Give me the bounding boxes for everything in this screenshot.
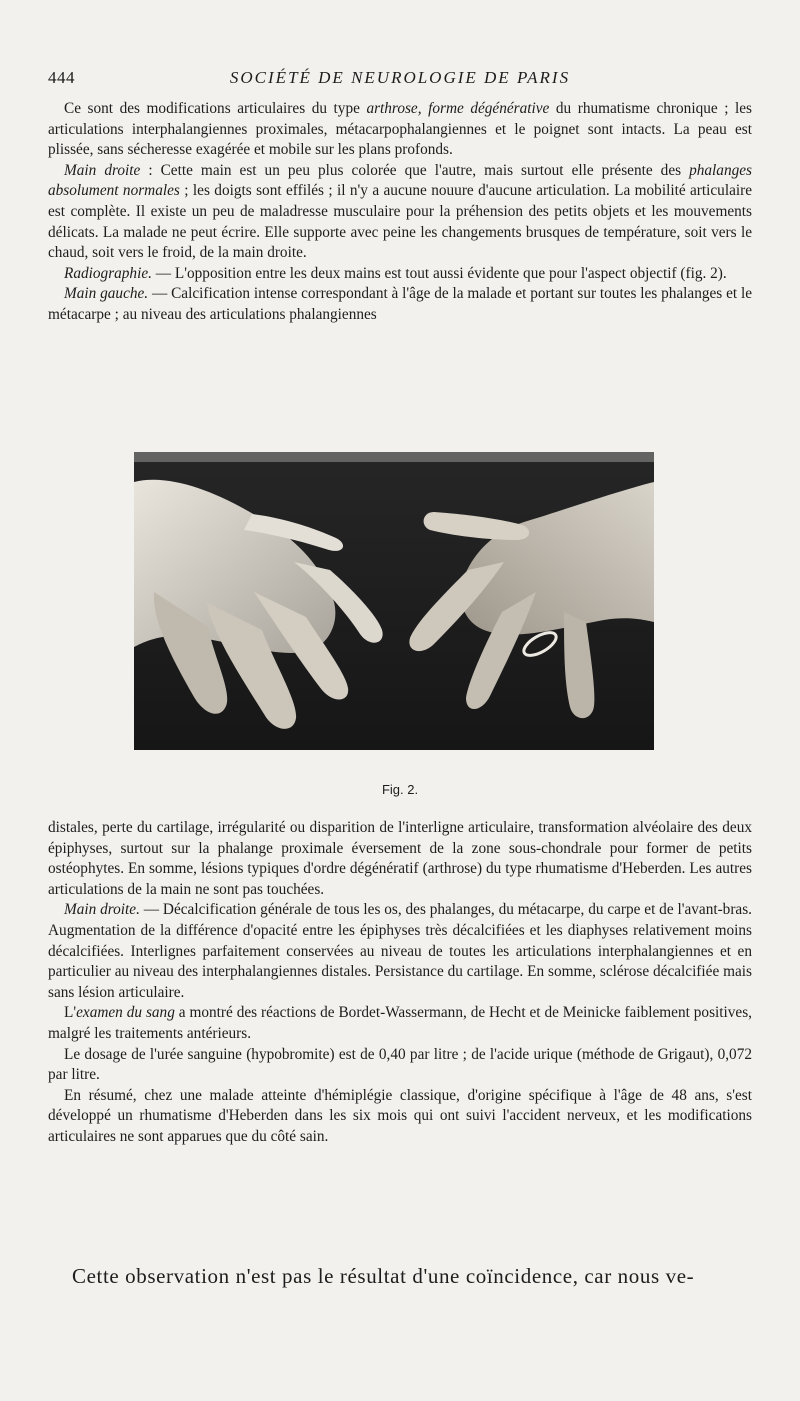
hands-photo-illustration <box>134 452 654 750</box>
text-segment: Le dosage de l'urée sanguine (hypobromite) est de 0,40 par litre ; de l'acide urique (méthode de Grigaut), 0,072 par litre. <box>48 1045 752 1084</box>
page-number: 444 <box>48 68 75 87</box>
paragraph <box>48 1086 752 1148</box>
paragraph <box>48 284 752 325</box>
text-segment: Ce sont des modifications articulaires du type <box>64 100 367 117</box>
paragraph <box>48 818 752 900</box>
text-segment: distales, perte du cartilage, irrégularité ou disparition de l'interligne articulaire, transformation alvéolaire des deux épiphyses, surtout sur la phalange proximale éversement de la zone sous-chondrale pour former de petits ostéophytes. En somme, lésions typiques d'ordre dégénératif (arthrose) du type rhumatisme d'Heberden. Les autres articulations de la main ne sont pas touchées. <box>48 819 752 898</box>
paragraph <box>48 1045 752 1086</box>
figure-hands-photograph <box>134 452 654 750</box>
italic-segment: phalanges absolument normales <box>48 161 752 200</box>
body-text-top <box>48 99 752 326</box>
paragraph <box>48 1003 752 1044</box>
text-segment: : Cette main est un peu plus colorée que l'autre, mais surtout elle présente des <box>140 161 690 179</box>
text-segment: — L'opposition entre les deux mains est tout aussi évidente que pour l'aspect objectif (fig. 2). <box>151 264 727 282</box>
italic-segment: examen du sang <box>76 1004 175 1022</box>
text-segment: — Calcification intense correspondant à l'âge de la malade et portant sur toutes les phalanges et le métacarpe ; au niveau des articulations phalangiennes <box>48 285 752 323</box>
text-segment: du rhumatisme chronique ; les articulations interphalangiennes proximales, métacarpophalangiennes et le poignet sont intacts. La peau est plissée, sans sécheresse exagérée et mobile sur les plans profonds. <box>48 100 753 159</box>
figure-caption: Fig. 2. <box>381 782 419 797</box>
paragraph <box>48 264 752 285</box>
page-header <box>48 68 752 92</box>
running-title: SOCIÉTÉ DE NEUROLOGIE DE PARIS <box>229 68 571 87</box>
paragraph <box>48 99 752 161</box>
italic-segment: arthrose, forme dégénérative <box>366 100 550 117</box>
body-text-bottom <box>48 818 752 1148</box>
italic-segment: Radiographie. <box>64 264 152 282</box>
italic-segment: Main gauche. <box>64 285 149 303</box>
text-segment: ; les doigts sont effilés ; il n'y a aucune nouure d'aucune articulation. La mobilité articulaire est complète. Il existe un peu de maladresse musculaire pour la préhension des petits objets et les mouvements délicats. La malade ne peut écrire. Elle supporte avec peine les changements brusques de température, soit vers le chaud, soit vers le froid, de la main droite. <box>48 182 753 262</box>
italic-segment: Main droite. <box>64 901 140 919</box>
paragraph <box>48 900 752 1003</box>
text-segment: L' <box>64 1004 77 1022</box>
text-segment: a montré des réactions de Bordet-Wassermann, de Hecht et de Meinicke faiblement positives, malgré les traitements antérieurs. <box>48 1004 752 1042</box>
text-segment: — Décalcification générale de tous les os, des phalanges, du métacarpe, du carpe et de l'avant-bras. Augmentation de la différence d'opacité entre les épiphyses très décalcifiées et les diaphyses relativement moins décalcifiées. Interlignes parfaitement conservées au niveau de toutes les articulations interphalangiennes et en particulier au niveau des interphalangiennes distales. Persistance du cartilage. En somme, sclérose décalcifiée mais sans lésion articulaire. <box>48 901 752 1001</box>
closing-line: Cette observation n'est pas le résultat d'une coïncidence, car nous ve- <box>72 1264 695 1288</box>
text-segment: En résumé, chez une malade atteinte d'hémiplégie classique, d'origine spécifique à l'âge de 48 ans, s'est développé un rhumatisme d'Heberden dans les six mois qui ont suivi l'accident nerveux, et les modifications articulaires ne sont apparues que du côté sain. <box>48 1086 752 1145</box>
italic-segment: Main droite <box>64 161 141 179</box>
paragraph <box>48 161 752 264</box>
